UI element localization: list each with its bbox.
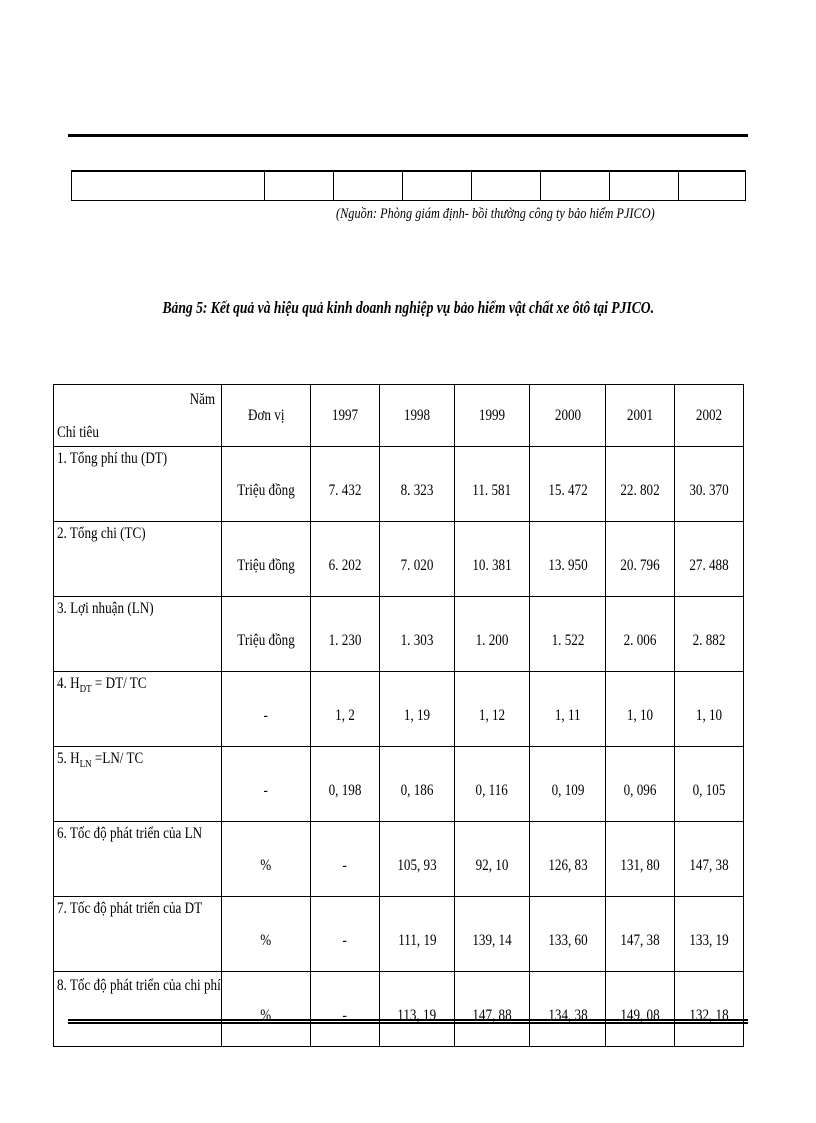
table-row: [54, 897, 744, 972]
row-unit-cell: [222, 897, 311, 972]
value-cell: [311, 822, 380, 897]
value-cell: [311, 597, 380, 672]
stub-cell: [610, 171, 679, 201]
value-cell: [606, 747, 675, 822]
row-label-cell: [54, 822, 222, 897]
value-cell: [675, 447, 744, 522]
row-unit: -: [263, 707, 269, 724]
value: 0, 109: [551, 782, 584, 799]
value-cell: [530, 447, 606, 522]
table-row: [54, 597, 744, 672]
value: 111, 19: [397, 932, 437, 949]
header-year: 1999: [478, 406, 506, 424]
header-year-cell: [311, 385, 380, 447]
value: 0, 198: [328, 782, 362, 799]
header-don-vi: Đơn vị: [247, 406, 285, 424]
row-label-cell: [54, 597, 222, 672]
value-cell: [455, 822, 530, 897]
value-cell: [455, 672, 530, 747]
row-unit: -: [263, 782, 269, 799]
previous-table-bottom-row: [71, 170, 746, 201]
value: 147, 88: [472, 1007, 512, 1024]
value-cell: [311, 972, 380, 1047]
value-cell: [606, 672, 675, 747]
value-cell: [380, 747, 455, 822]
row-unit: %: [260, 1007, 272, 1024]
value: 105, 93: [397, 857, 437, 874]
value-cell: [455, 447, 530, 522]
row-label: 3. Lợi nhuận (LN): [57, 600, 154, 617]
header-don-vi-cell: [222, 385, 311, 447]
table-row: [54, 972, 744, 1047]
header-year-cell: [606, 385, 675, 447]
value-cell: [606, 972, 675, 1047]
value: 10. 381: [472, 557, 512, 574]
value: 13. 950: [547, 557, 588, 574]
row-unit: Triệu đồng: [237, 557, 295, 574]
header-chi-tieu: Chỉ tiêu: [57, 424, 99, 441]
stub-cell: [679, 171, 746, 201]
row-label-suffix: = DT/ TC: [91, 675, 147, 692]
value-cell: [311, 897, 380, 972]
value-cell: [380, 447, 455, 522]
row-unit-cell: [222, 672, 311, 747]
table-title-text: Bảng 5: Kết quả và hiệu quả kinh doanh nghiệp vụ bảo hiểm vật chất xe ôtô tại PJICO.: [162, 298, 654, 317]
row-label-cell: [54, 972, 222, 1047]
row-unit: %: [260, 857, 272, 874]
value: 1, 11: [554, 707, 581, 724]
value: 1. 303: [400, 632, 434, 649]
row-unit-cell: [222, 597, 311, 672]
value-cell: [675, 672, 744, 747]
stub-cell: [541, 171, 610, 201]
stub-cell: [403, 171, 472, 201]
table-row: [54, 672, 744, 747]
value: 8. 323: [400, 482, 434, 499]
row-label-cell: [54, 447, 222, 522]
value: 126, 83: [547, 857, 588, 874]
value-cell: [455, 972, 530, 1047]
table-row: [54, 747, 744, 822]
row-label-cell: [54, 747, 222, 822]
value: 1. 230: [328, 632, 362, 649]
value: -: [342, 857, 348, 874]
value: 27. 488: [689, 557, 729, 574]
value-cell: [530, 522, 606, 597]
value-cell: [311, 672, 380, 747]
row-unit: %: [260, 932, 272, 949]
value-cell: [675, 747, 744, 822]
value-cell: [380, 597, 455, 672]
value: 0, 186: [400, 782, 434, 799]
row-label-prefix: 4. H: [57, 675, 80, 692]
row-label: 1. Tổng phí thu (DT): [57, 450, 168, 467]
row-unit-cell: [222, 822, 311, 897]
value: 7. 432: [328, 482, 362, 499]
header-year: 2000: [554, 406, 581, 424]
header-year: 2002: [695, 406, 723, 424]
value: 92, 10: [475, 857, 509, 874]
header-nam: Năm: [189, 391, 215, 408]
value-cell: [675, 522, 744, 597]
row-unit-cell: [222, 447, 311, 522]
value: 0, 116: [475, 782, 509, 799]
value-cell: [530, 747, 606, 822]
top-horizontal-rule: [68, 134, 748, 137]
value: 0, 096: [623, 782, 657, 799]
row-label-cell: [54, 672, 222, 747]
header-year: 1997: [331, 406, 359, 424]
value-cell: [380, 972, 455, 1047]
row-label: [57, 750, 143, 770]
row-unit: Triệu đồng: [237, 482, 295, 499]
row-label: 2. Tổng chi (TC): [57, 525, 146, 542]
row-label-cell: [54, 897, 222, 972]
row-label-subscript: LN: [79, 758, 92, 771]
value: 20. 796: [620, 557, 660, 574]
value: 134, 38: [547, 1007, 588, 1024]
value-cell: [311, 747, 380, 822]
value: 0, 105: [692, 782, 726, 799]
value: 149, 08: [620, 1007, 660, 1024]
header-year: 1998: [403, 406, 431, 424]
bottom-double-rule: [68, 1019, 748, 1024]
row-label: 7. Tốc độ phát triển của DT: [57, 900, 203, 917]
results-table: [53, 384, 744, 1047]
value-cell: [606, 822, 675, 897]
value-cell: [530, 897, 606, 972]
row-label-prefix: 5. H: [57, 750, 80, 767]
header-year-cell: [530, 385, 606, 447]
table-row: [54, 822, 744, 897]
value-cell: [380, 897, 455, 972]
value: 1, 10: [626, 707, 654, 724]
value-cell: [606, 897, 675, 972]
value: 1, 10: [695, 707, 723, 724]
value-cell: [455, 597, 530, 672]
table-row: [54, 447, 744, 522]
stub-row: [72, 171, 746, 201]
value-cell: [606, 447, 675, 522]
stub-cell: [265, 171, 334, 201]
value: 1. 200: [475, 632, 509, 649]
stub-cell: [472, 171, 541, 201]
value: 131, 80: [620, 857, 660, 874]
value-cell: [455, 747, 530, 822]
value: 22. 802: [620, 482, 660, 499]
table-title: [0, 298, 816, 318]
value: 1, 12: [478, 707, 506, 724]
value: 113, 19: [397, 1007, 437, 1024]
value-cell: [675, 972, 744, 1047]
row-label-cell: [54, 522, 222, 597]
value-cell: [455, 897, 530, 972]
value-cell: [311, 447, 380, 522]
value-cell: [380, 672, 455, 747]
value-cell: [380, 522, 455, 597]
header-year-cell: [455, 385, 530, 447]
value: 11. 581: [472, 482, 512, 499]
stub-cell: [72, 171, 265, 201]
value: 133, 60: [547, 932, 588, 949]
value: 1. 522: [551, 632, 584, 649]
row-label-suffix: =LN/ TC: [91, 750, 144, 767]
value-cell: [675, 897, 744, 972]
table-row: [54, 522, 744, 597]
value: 139, 14: [472, 932, 512, 949]
value: 2. 006: [623, 632, 657, 649]
row-label: 6. Tốc độ phát triển của LN: [57, 825, 203, 842]
value: 1, 19: [403, 707, 431, 724]
value: -: [342, 932, 348, 949]
row-label-subscript: DT: [79, 683, 92, 696]
value: 147, 38: [620, 932, 660, 949]
value: 132, 18: [689, 1007, 729, 1024]
value-cell: [675, 597, 744, 672]
value: 15. 472: [547, 482, 588, 499]
row-unit-cell: [222, 972, 311, 1047]
source-note: (Nguồn: Phòng giám định- bồi thường công ty bảo hiểm PJICO): [336, 206, 655, 222]
value: 7. 020: [400, 557, 434, 574]
header-year: 2001: [626, 406, 654, 424]
stub-cell: [334, 171, 403, 201]
value: 133, 19: [689, 932, 729, 949]
value: 1, 2: [335, 707, 355, 724]
row-label: [57, 675, 147, 695]
value-cell: [380, 822, 455, 897]
value: 30. 370: [689, 482, 729, 499]
value-cell: [455, 522, 530, 597]
value: 147, 38: [689, 857, 729, 874]
header-row: [54, 385, 744, 447]
value-cell: [530, 972, 606, 1047]
value-cell: [530, 822, 606, 897]
row-unit-cell: [222, 522, 311, 597]
header-corner-cell: [54, 385, 222, 447]
value: 6. 202: [328, 557, 362, 574]
value-cell: [606, 522, 675, 597]
value: 2. 882: [692, 632, 726, 649]
value-cell: [530, 597, 606, 672]
row-unit: Triệu đồng: [237, 632, 295, 649]
header-year-cell: [380, 385, 455, 447]
value: -: [342, 1007, 348, 1024]
header-year-cell: [675, 385, 744, 447]
row-unit-cell: [222, 747, 311, 822]
value-cell: [675, 822, 744, 897]
value-cell: [530, 672, 606, 747]
row-label: 8. Tốc độ phát triển của chi phí: [57, 977, 221, 994]
value-cell: [311, 522, 380, 597]
value-cell: [606, 597, 675, 672]
